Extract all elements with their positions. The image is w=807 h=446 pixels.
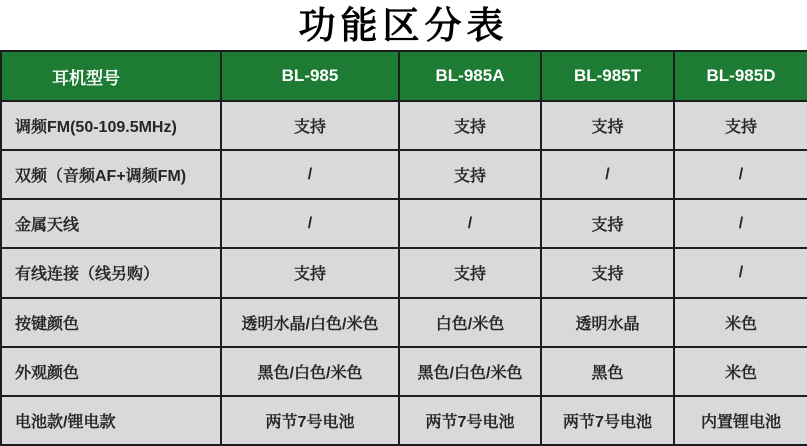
- row-label: 外观颜色: [1, 347, 221, 396]
- header-row: [1, 51, 807, 101]
- table-cell: 黑色/白色/米色: [399, 347, 541, 396]
- header-cell-bl985: BL-985: [221, 51, 399, 101]
- table-cell: 内置锂电池: [674, 396, 807, 445]
- row-label: 金属天线: [1, 199, 221, 248]
- table-cell: 支持: [399, 101, 541, 150]
- page-title: 功能区分表: [298, 3, 509, 47]
- table-row-body-color: [1, 347, 807, 396]
- table-cell: /: [674, 150, 807, 199]
- table-body: [1, 101, 807, 445]
- table-row-metal-antenna: [1, 199, 807, 248]
- table-cell: /: [674, 248, 807, 297]
- table-cell: 支持: [541, 101, 674, 150]
- table-cell: 支持: [221, 101, 399, 150]
- table-cell: 两节7号电池: [541, 396, 674, 445]
- table-cell: 支持: [541, 248, 674, 297]
- header-cell-model: 耳机型号: [1, 51, 221, 101]
- table-cell: 支持: [221, 248, 399, 297]
- table-cell: 支持: [399, 248, 541, 297]
- table-cell: 透明水晶: [541, 298, 674, 347]
- row-label: 双频（音频AF+调频FM): [1, 150, 221, 199]
- table-cell: 两节7号电池: [221, 396, 399, 445]
- table-cell: 两节7号电池: [399, 396, 541, 445]
- header-cell-bl985a: BL-985A: [399, 51, 541, 101]
- table-row-fm: [1, 101, 807, 150]
- table-header: [1, 51, 807, 101]
- feature-comparison-table: [0, 50, 807, 446]
- row-label: 电池款/锂电款: [1, 396, 221, 445]
- table-row-battery: [1, 396, 807, 445]
- table-cell: /: [221, 199, 399, 248]
- table-row-wired-connection: [1, 248, 807, 297]
- table-row-button-color: [1, 298, 807, 347]
- table-cell: /: [674, 199, 807, 248]
- table-cell: 支持: [674, 101, 807, 150]
- header-cell-bl985d: BL-985D: [674, 51, 807, 101]
- table-cell: 米色: [674, 347, 807, 396]
- table-cell: /: [399, 199, 541, 248]
- row-label: 调频FM(50-109.5MHz): [1, 101, 221, 150]
- title-bar: [0, 0, 807, 50]
- table-cell: 透明水晶/白色/米色: [221, 298, 399, 347]
- table-cell: /: [541, 150, 674, 199]
- table-cell: 白色/米色: [399, 298, 541, 347]
- table-cell: /: [221, 150, 399, 199]
- table-cell: 黑色: [541, 347, 674, 396]
- table-cell: 黑色/白色/米色: [221, 347, 399, 396]
- table-cell: 米色: [674, 298, 807, 347]
- row-label: 有线连接（线另购）: [1, 248, 221, 297]
- table-cell: 支持: [399, 150, 541, 199]
- header-cell-bl985t: BL-985T: [541, 51, 674, 101]
- table-row-dual-band: [1, 150, 807, 199]
- table-cell: 支持: [541, 199, 674, 248]
- row-label: 按键颜色: [1, 298, 221, 347]
